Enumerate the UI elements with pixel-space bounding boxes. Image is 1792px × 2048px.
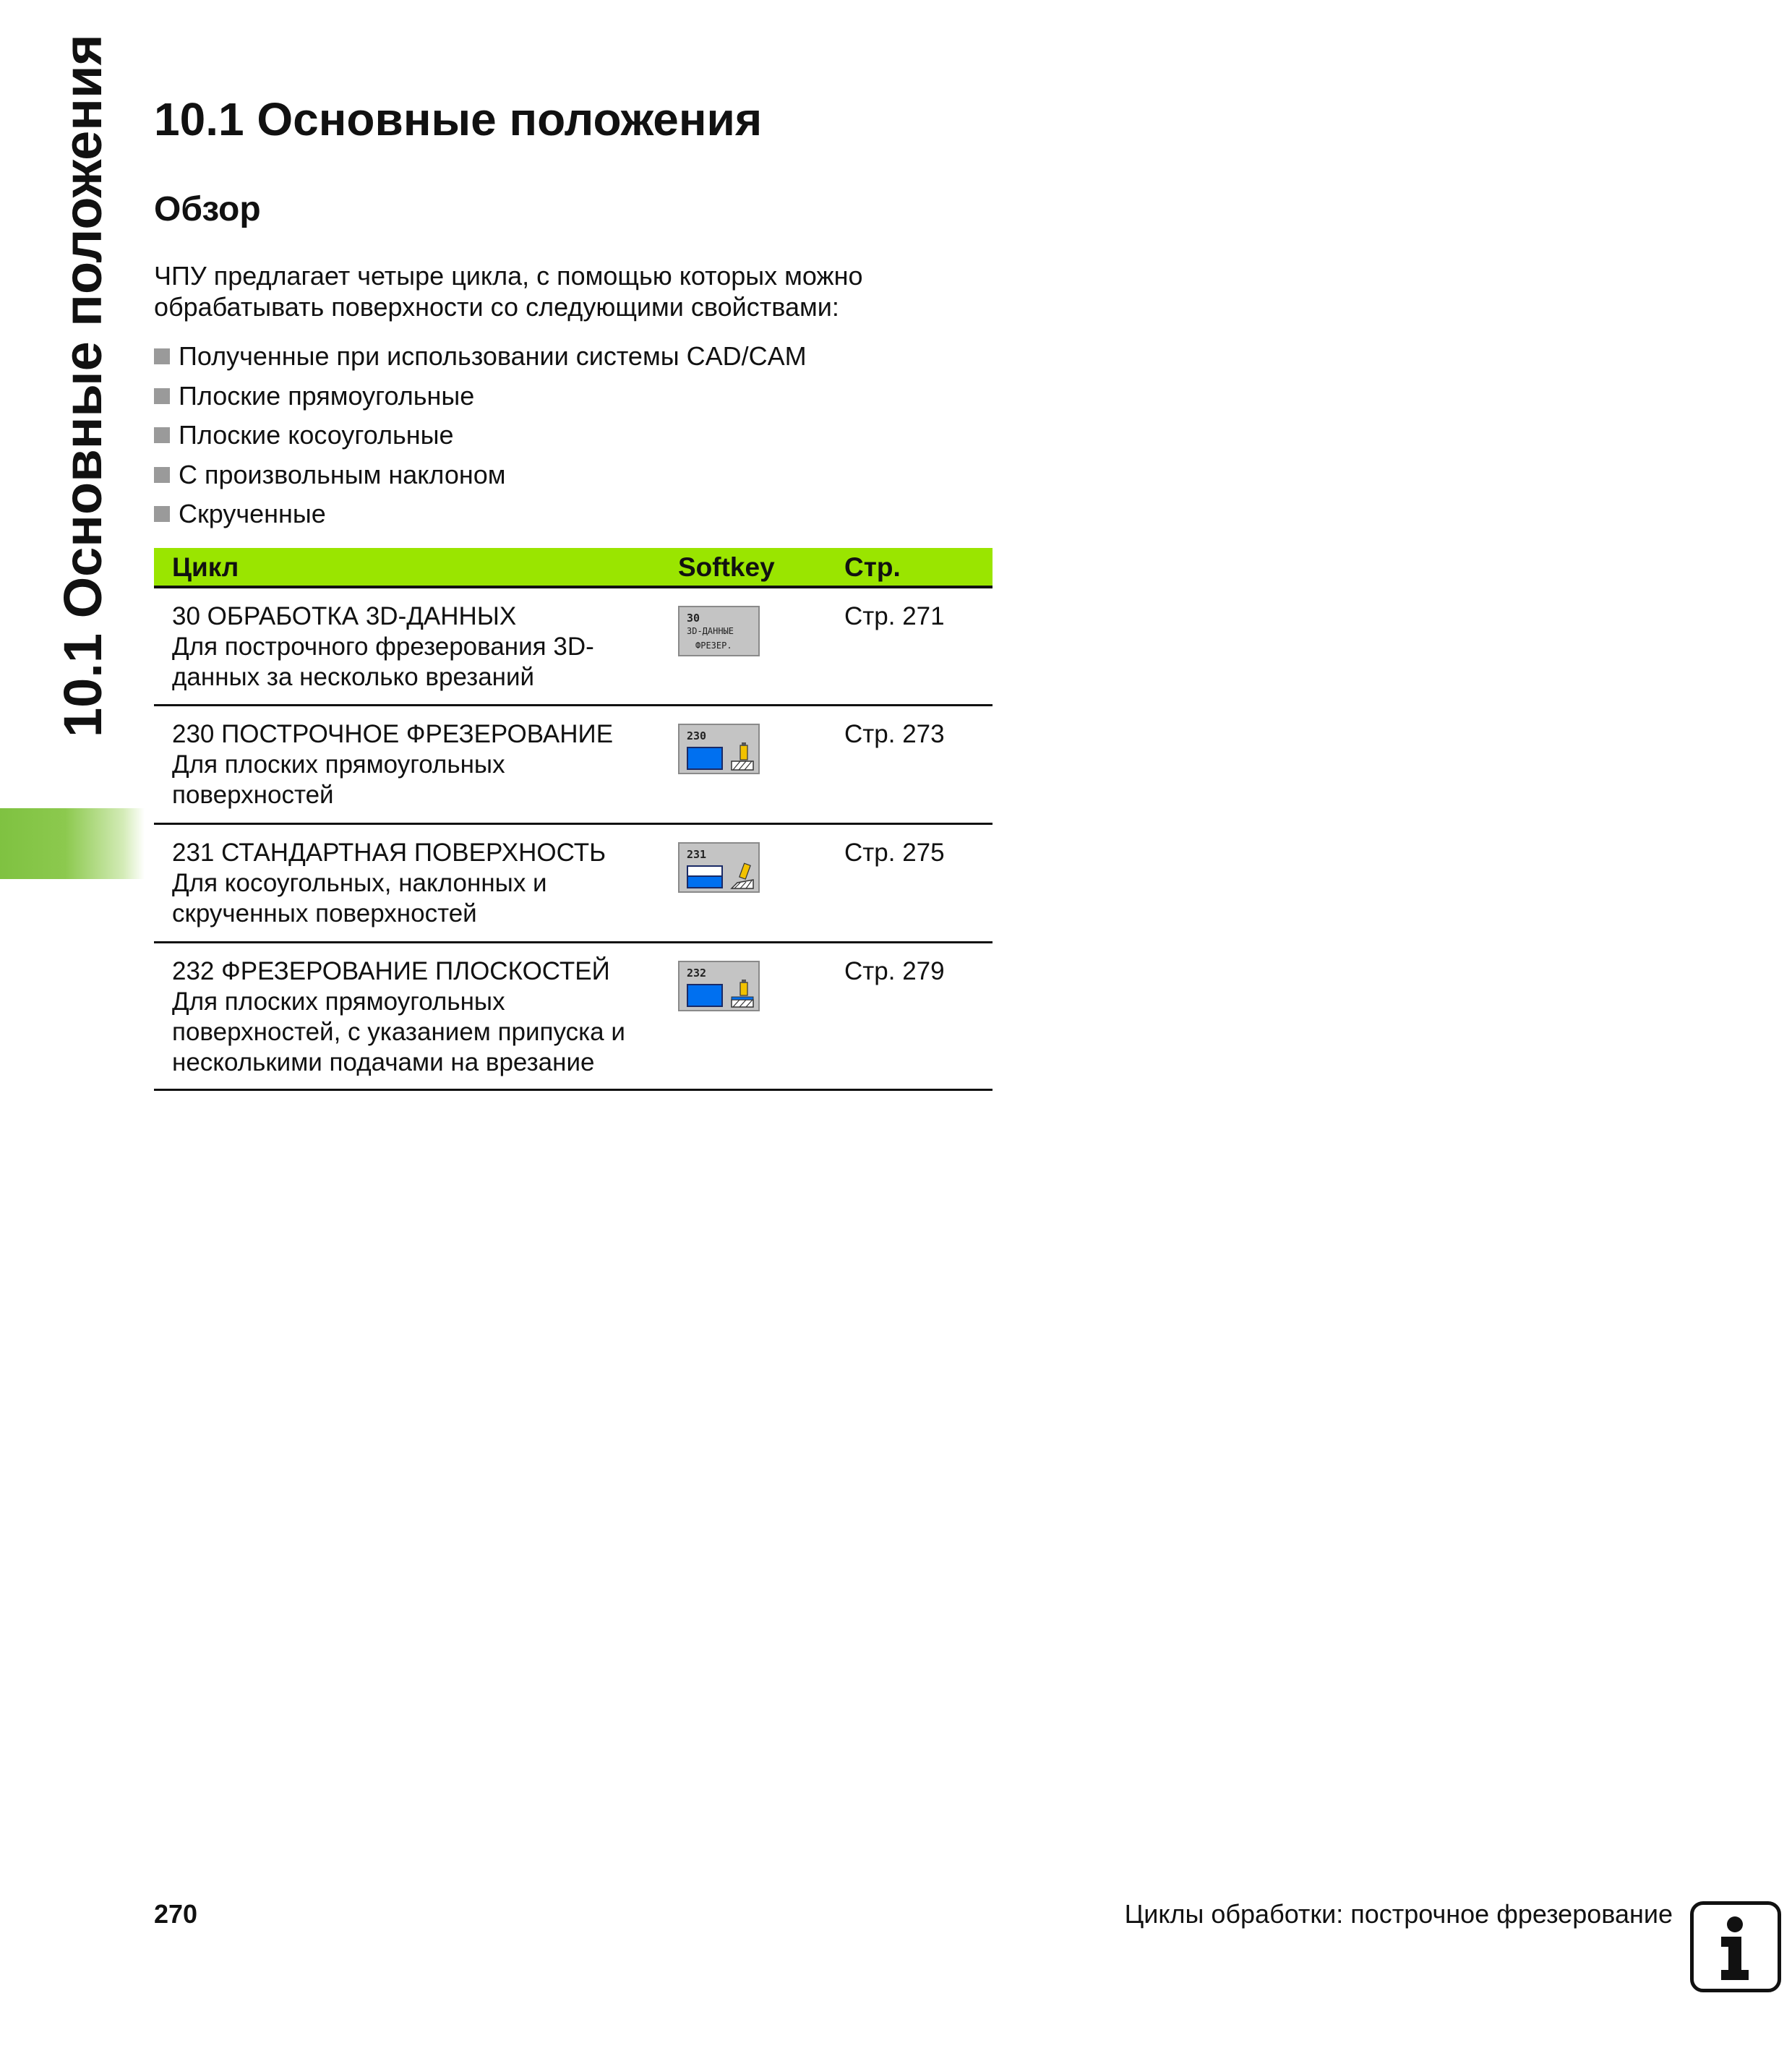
- table-row: [154, 588, 993, 706]
- page-reference: Стр. 271: [844, 602, 945, 630]
- cycle-text: Для построчного фрезерования 3D-данных за несколько врезаний: [172, 633, 594, 691]
- cycle-text: Для плоских прямоугольных поверхностей: [172, 750, 505, 809]
- cycle-text: Для плоских прямоугольных поверхностей, с указанием припуска и несколькими подачами на врезание: [172, 987, 625, 1076]
- table-row: [154, 825, 993, 943]
- cycle-description: [172, 838, 642, 929]
- cycle-title: 231 СТАНДАРТНАЯ ПОВЕРХНОСТЬ: [172, 839, 606, 867]
- page-reference: Стр. 279: [844, 957, 945, 985]
- surface-types-list: [154, 337, 807, 534]
- page-reference: Стр. 275: [844, 839, 945, 867]
- list-item: Полученные при использовании системы CAD/CAM: [154, 337, 807, 377]
- cycle-description: [172, 956, 642, 1078]
- table-row: [154, 706, 993, 825]
- bullet-square-icon: [154, 348, 170, 364]
- cycle-title: 232 ФРЕЗЕРОВАНИЕ ПЛОСКОСТЕЙ: [172, 957, 610, 985]
- table-row: [154, 943, 993, 1091]
- softkey-cycle-232[interactable]: 232: [678, 961, 760, 1011]
- face-milling-icon: [730, 980, 755, 1008]
- list-item: Плоские прямоугольные: [154, 377, 807, 416]
- cycle-text: Для косоугольных, наклонных и скрученных поверхностей: [172, 869, 547, 927]
- bullet-square-icon: [154, 467, 170, 483]
- side-chapter-title: 10.1 Основные положения: [53, 34, 113, 737]
- header-page: Стр.: [844, 552, 901, 582]
- section-title: Обзор: [154, 190, 261, 228]
- softkey-cycle-231[interactable]: 231: [678, 842, 760, 893]
- surface-top-icon: [687, 865, 723, 875]
- cycle-description: [172, 719, 642, 810]
- header-cycle: Цикл: [172, 552, 239, 582]
- workpiece-surface-icon: [687, 747, 723, 770]
- cycle-title: 30 ОБРАБОТКА 3D-ДАННЫХ: [172, 602, 517, 630]
- info-icon: [1690, 1901, 1781, 1992]
- list-item: Плоские косоугольные: [154, 416, 807, 455]
- cycles-table: [154, 548, 993, 1091]
- list-item: С произвольным наклоном: [154, 455, 807, 495]
- bullet-square-icon: [154, 506, 170, 522]
- face-milling-icon: [730, 742, 755, 771]
- info-glyph: [1694, 1905, 1778, 1989]
- list-item: Скрученные: [154, 494, 807, 534]
- page-title: 10.1 Основные положения: [154, 93, 763, 145]
- workpiece-surface-icon: [687, 875, 723, 888]
- bullet-square-icon: [154, 427, 170, 443]
- page-number: 270: [154, 1899, 198, 1929]
- intro-paragraph: ЧПУ предлагает четыре цикла, с помощью которых можно обрабатывать поверхности со следующими свойствами:: [154, 261, 863, 322]
- footer-chapter-title: Циклы обработки: построчное фрезерование: [1124, 1899, 1673, 1929]
- softkey-cycle-230[interactable]: 230: [678, 724, 760, 774]
- table-header: [154, 548, 993, 588]
- chapter-tab-marker: [0, 808, 145, 879]
- cycle-title: 230 ПОСТРОЧНОЕ ФРЕЗЕРОВАНИЕ: [172, 720, 614, 748]
- softkey-cycle-30[interactable]: 30 3D-ДАННЫЕ ФРЕЗЕР.: [678, 606, 760, 656]
- cycle-description: [172, 601, 642, 693]
- bullet-square-icon: [154, 388, 170, 404]
- ruled-surface-icon: [730, 861, 755, 890]
- page-reference: Стр. 273: [844, 720, 945, 748]
- workpiece-surface-icon: [687, 984, 723, 1007]
- header-softkey: Softkey: [678, 552, 775, 582]
